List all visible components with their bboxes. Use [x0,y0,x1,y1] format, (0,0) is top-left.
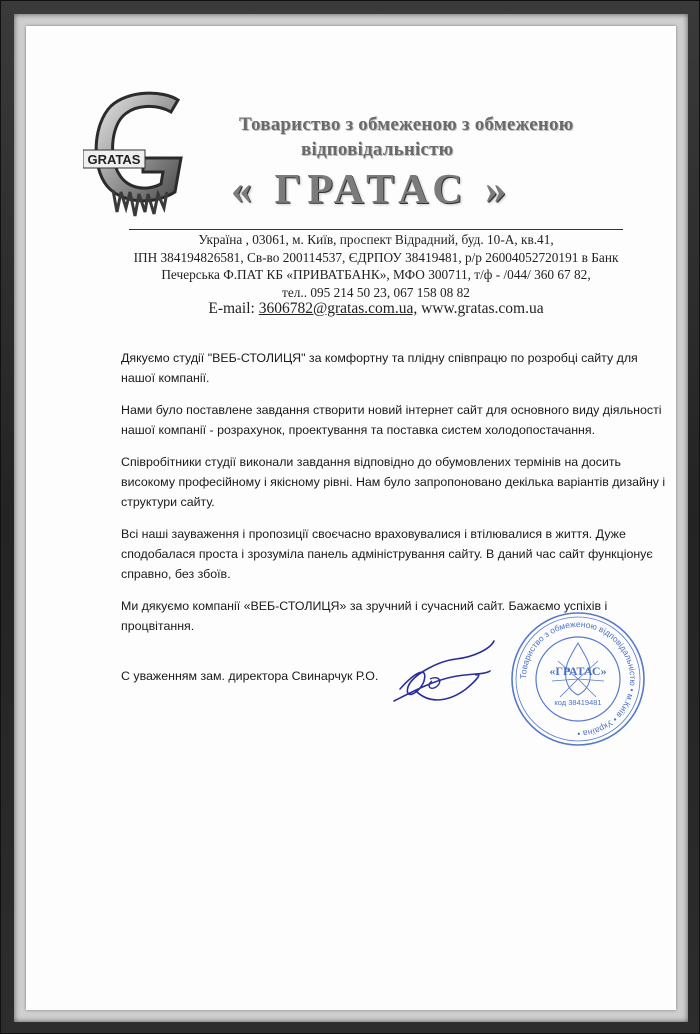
address-line: Україна , 03061, м. Київ, проспект Відрадний, буд. 10-А, кв.41, [198,232,554,247]
signoff-line: С уваженням зам. директора Свинарчук Р.О. [121,669,379,683]
bank-details-line: Печерська Ф.ПАТ КБ «ПРИВАТБАНК», МФО 300711, т/ф - /044/ 360 67 82, [161,267,591,282]
company-brand: « ГРАТАС » [231,167,513,213]
contact-block [106,231,646,301]
header-divider [129,229,623,230]
company-stamp [508,609,648,749]
body-paragraph: Дякуємо студії "ВЕБ-СТОЛИЦЯ" за комфортну та плідну співпрацю по розробці сайту для нашої компанії. [121,351,638,385]
email-line [106,300,646,318]
phones-line: тел.. 095 214 50 23, 067 158 08 82 [282,284,470,300]
stamp-center-text: «ГРАТАС» [549,664,607,678]
stamp-ring-text: Товариство з обмеженою відповідальністю • м.Київ • Україна • [517,618,639,740]
body-paragraph: Нами було поставлене завдання створити новий інтернет сайт для основного виду діяльності нашої компанії - розрахунок, проектування та поставка систем холодопостачання. [121,403,662,437]
website-link[interactable]: www.gratas.com.ua [421,300,544,317]
company-name-line2: відповідальністю [301,139,454,160]
gratas-logo [83,88,203,218]
email-label: E-mail: [208,300,255,317]
email-link[interactable]: 3606782@gratas.com.ua, [258,300,418,317]
letter-body [121,348,666,648]
body-paragraph: Всі наші зауваження і пропозиції своєчасно враховувалися і втілювалися в життя. Дуже сподобалася проста і зрозуміла панель адміністрування сайту. В даний час сайт функціонує справно, без збоїв. [121,527,653,581]
signature [386,631,501,711]
bank-details-line: ІПН 384194826581, Св-во 200114537, ЄДРПОУ 38419481, р/р 26004052720191 в Банк [133,249,619,265]
body-paragraph: Ми дякуємо компанії «ВЕБ-СТОЛИЦЯ» за зручний і сучасний сайт. Бажаємо успіхів і процвітання. [121,599,608,633]
logo-text: GRATAS [87,152,141,167]
body-paragraph: Співробітники студії виконали завдання відповідно до обумовлених термінів на досить високому професійному і якісному рівні. Нам було запропоновано декілька варіантів дизайну і структури сайту. [121,455,666,509]
letter-page [26,26,676,1010]
company-name-line1: Товариство з обмеженою з обмеженою [239,114,574,135]
stamp-code: код 38419481 [554,698,602,707]
